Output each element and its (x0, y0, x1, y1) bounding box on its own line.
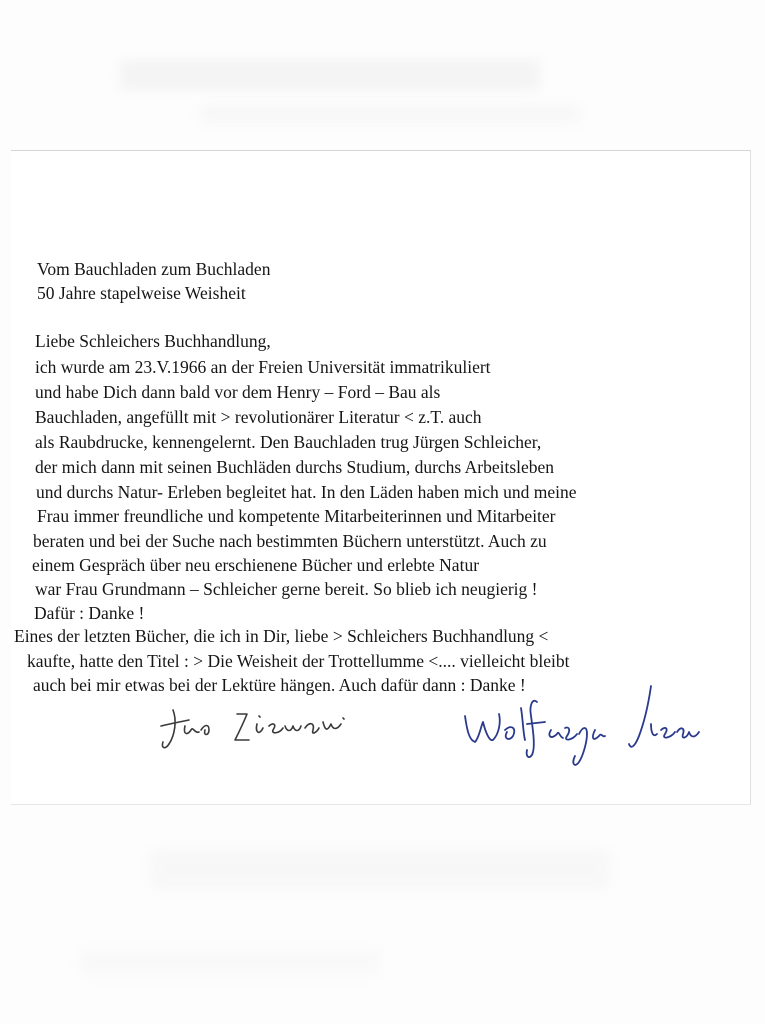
scan-smudge (120, 60, 540, 90)
letter-body-line: und durchs Natur- Erleben begleitet hat. In den Läden haben mich und meine (36, 482, 577, 502)
letter-body-line: Bauchladen, angefüllt mit > revolutionärer Literatur < z.T. auch (35, 407, 482, 427)
letter-body-line: der mich dann mit seinen Buchläden durchs Studium, durchs Arbeitsleben (35, 457, 555, 477)
letter-body-line: Dafür : Danke ! (34, 603, 145, 623)
signature-black (155, 700, 395, 760)
letter-body-line: auch bei mir etwas bei der Lektüre hängen. Auch dafür dann : Danke ! (33, 675, 526, 695)
letter-body-line: Eines der letzten Bücher, die ich in Dir, liebe > Schleichers Buchhandlung < (14, 626, 549, 646)
signature-black-ink (161, 710, 344, 748)
letter-body-line: als Raubdrucke, kennengelernt. Den Bauchladen trug Jürgen Schleicher, (35, 432, 542, 452)
signature-blue (455, 680, 705, 775)
letter-body-line: einem Gespräch über neu erschienene Bücher und erlebte Natur (32, 555, 480, 575)
letter-title-line-2: 50 Jahre stapelweise Weisheit (37, 283, 246, 303)
scan-smudge (80, 950, 380, 975)
letter-body-line: Frau immer freundliche und kompetente Mitarbeiterinnen und Mitarbeiter (37, 506, 556, 526)
letter-salutation: Liebe Schleichers Buchhandlung, (35, 331, 271, 351)
scan-smudge (200, 105, 580, 123)
letter-title-line-1: Vom Bauchladen zum Buchladen (37, 259, 271, 279)
scan-smudge (150, 850, 610, 890)
letter-body-line: und habe Dich dann bald vor dem Henry – Ford – Bau als (35, 382, 441, 402)
signature-blue-ink (465, 686, 699, 765)
letter-body-line: kaufte, hatte den Titel : > Die Weisheit der Trottellumme <.... vielleicht bleibt (27, 651, 570, 671)
letter-body-line: war Frau Grundmann – Schleicher gerne bereit. So blieb ich neugierig ! (35, 579, 538, 599)
letter-body-line: beraten und bei der Suche nach bestimmten Büchern unterstützt. Auch zu (33, 531, 547, 551)
letter-body-line: ich wurde am 23.V.1966 an der Freien Universität immatrikuliert (35, 357, 491, 377)
